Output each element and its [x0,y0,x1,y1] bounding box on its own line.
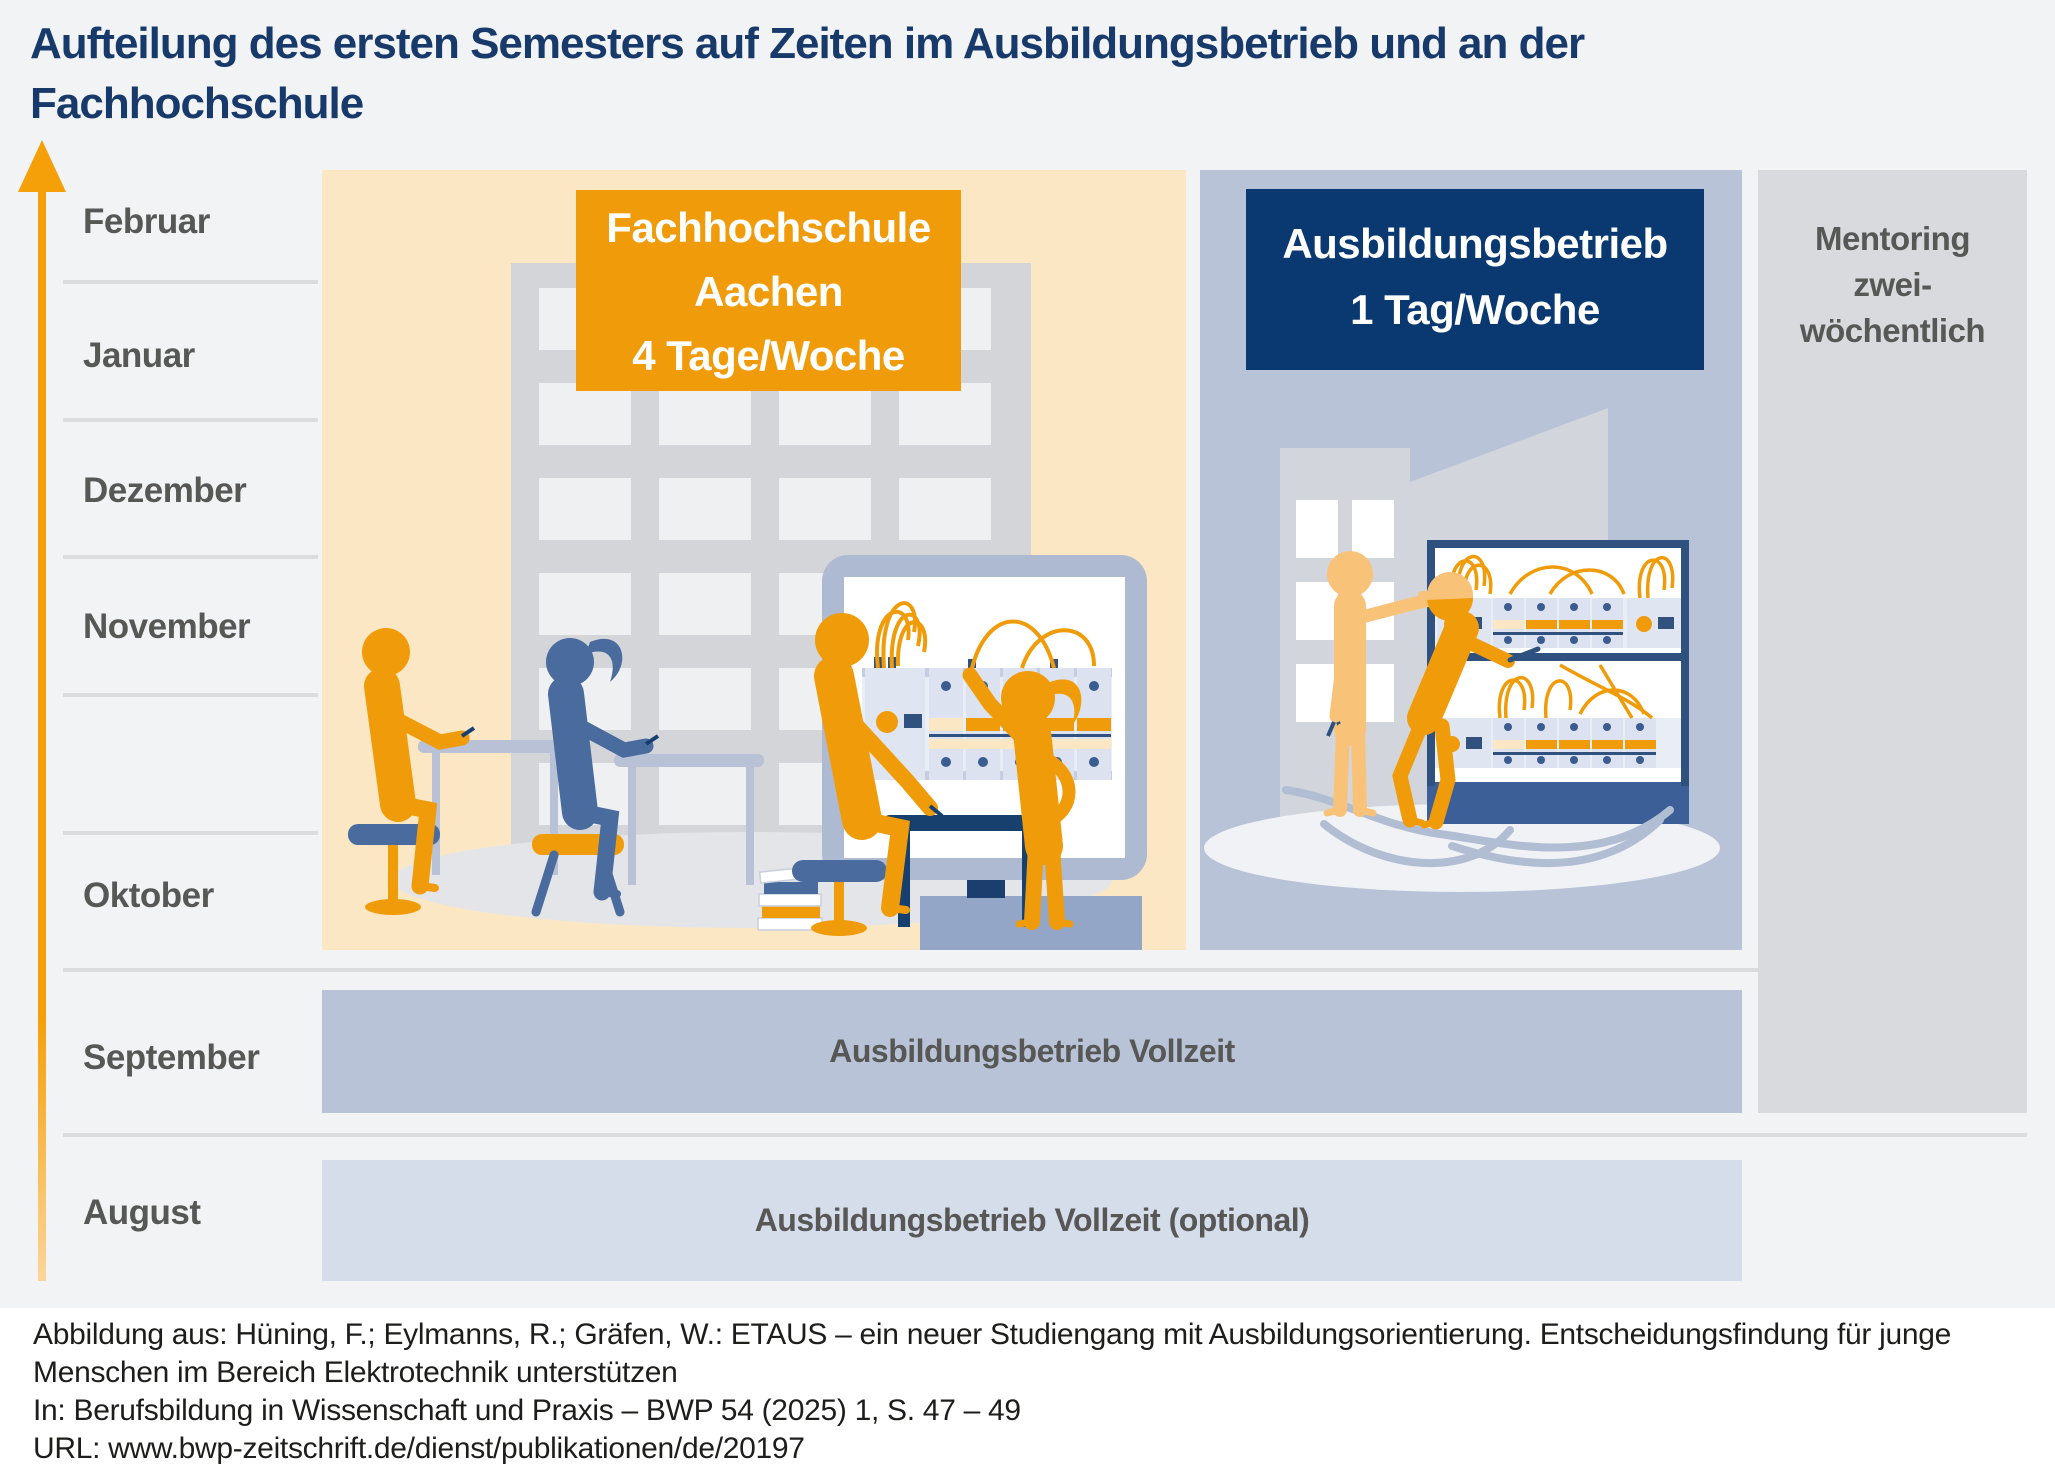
mentoring-panel [1758,170,2027,1113]
mentoring-label-line2: zwei- [1853,266,1932,303]
row-separator [63,968,2027,972]
fachhochschule-panel [322,170,1186,950]
august-vollzeit-optional-label: Ausbildungsbetrieb Vollzeit (optional) [754,1202,1310,1238]
citation-url: URL: www.bwp-zeitschrift.de/dienst/publikationen/de/20197 [33,1432,805,1465]
september-vollzeit-bar [322,990,1742,1113]
august-vollzeit-optional-bar [322,1160,1742,1281]
page-title-line2: Fachhochschule [30,79,364,128]
row-separator [63,280,318,284]
mentoring-label [1758,216,2027,354]
timeline-month-dezember: Dezember [83,471,247,510]
timeline-month-februar: Februar [83,202,210,241]
mentoring-label-line3: wöchentlich [1799,312,1986,349]
timeline-month-januar: Januar [83,336,195,375]
page-title [30,14,2010,134]
timeline-month-oktober: Oktober [83,876,214,915]
timeline-month-november: November [83,607,251,646]
fachhochschule-header-box [576,190,961,391]
row-separator [63,693,318,697]
timeline-month-august: August [83,1193,201,1232]
citation-line1: Abbildung aus: Hüning, F.; Eylmanns, R.; Gräfen, W.: ETAUS – ein neuer Studiengang mit Ausbildungsorientierung. Entscheidungsfindung für junge [33,1318,1952,1351]
ab-label-line1: Ausbildungsbetrieb [1282,220,1668,267]
mentoring-label-line1: Mentoring [1815,220,1970,257]
timeline-month-september: September [83,1038,260,1077]
fh-label-line2: Aachen [694,268,843,315]
ausbildungsbetrieb-header-box [1246,189,1704,370]
row-separator [63,1133,2027,1137]
timeline-arrow-icon [18,140,66,192]
september-vollzeit-label: Ausbildungsbetrieb Vollzeit [829,1033,1235,1069]
row-separator [63,555,318,559]
ab-label-line2: 1 Tag/Woche [1350,286,1600,333]
row-separator [63,418,318,422]
fh-label-line3: 4 Tage/Woche [632,332,905,379]
source-citation [33,1316,2023,1468]
fh-label-line1: Fachhochschule [606,204,931,251]
ausbildungsbetrieb-panel [1200,170,1742,950]
page-title-line1: Aufteilung des ersten Semesters auf Zeiten im Ausbildungsbetrieb und an der [30,19,1585,68]
timeline-axis [38,188,46,1281]
citation-line3: In: Berufsbildung in Wissenschaft und Praxis – BWP 54 (2025) 1, S. 47 – 49 [33,1394,1021,1427]
row-separator [63,831,318,835]
citation-line2: Menschen im Bereich Elektrotechnik unterstützen [33,1356,678,1389]
